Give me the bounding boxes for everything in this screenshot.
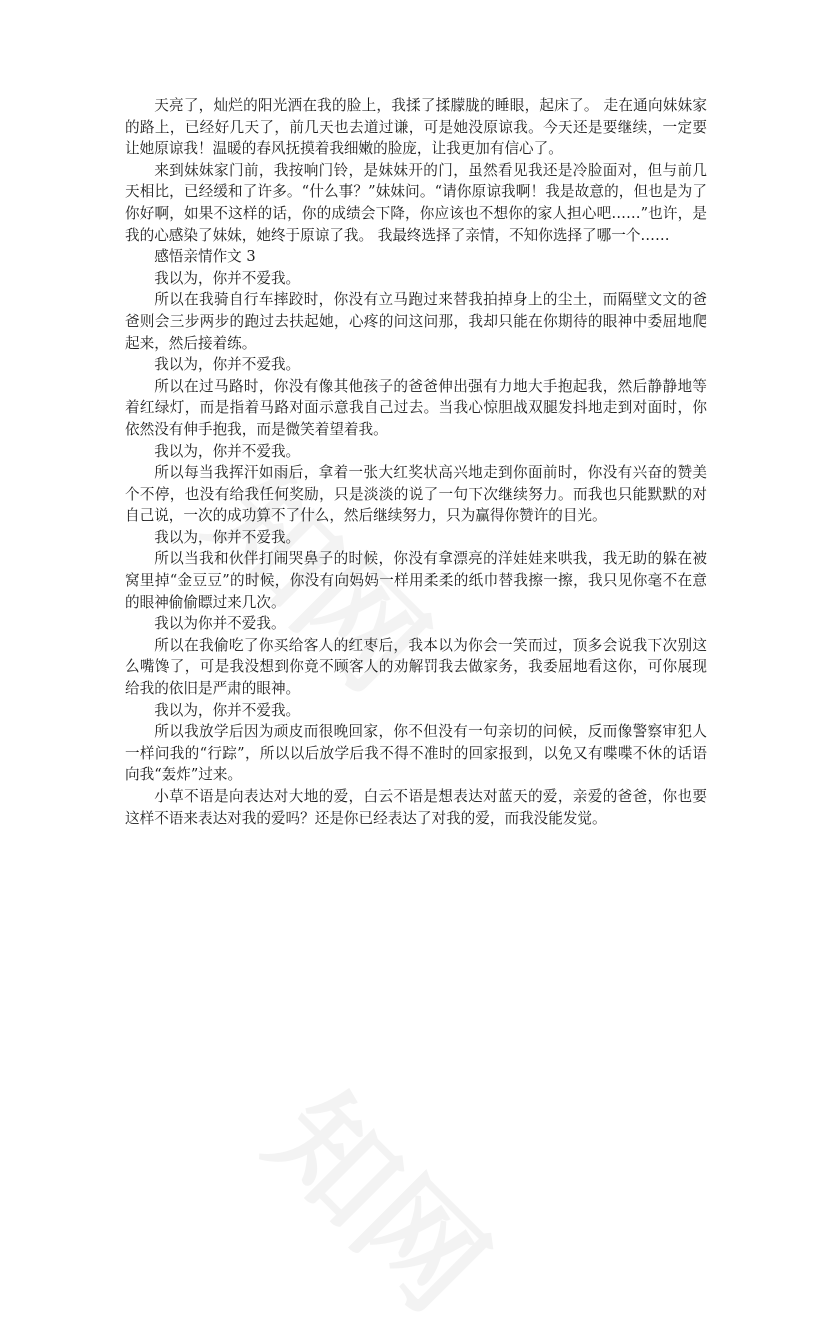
paragraph: 所以每当我挥汗如雨后，拿着一张大红奖状高兴地走到你面前时，你没有兴奋的赞美个不停，也没有给我任何奖励，只是淡淡的说了一句下次继续努力。而我也只能默默的对自己说，一次的成功算不了什么，然后继续努力，只为赢得你赞许的目光。 [125,464,707,525]
paragraph: 来到妹妹家门前，我按响门铃，是妹妹开的门，虽然看见我还是冷脸面对，但与前几天相比，已经缓和了许多。“什么事？”妹妹问。“请你原谅我啊！我是故意的，但也是为了你好啊，如果不这样的话，你的成绩会下降，你应该也不想你的家人担心吧……”也许，是我的心感染了妹妹，她终于原谅了我。 我最终选择了亲情，不知你选择了哪一个…… [125,161,707,244]
section-heading: 感悟亲情作文 3 [154,248,256,266]
paragraph: 我以为，你并不爱我。 [154,701,301,719]
paragraph: 所以在过马路时，你没有像其他孩子的爸爸伸出强有力地大手抱起我，然后静静地等着红绿灯，而是指着马路对面示意我自己过去。当我心惊胆战双腿发抖地走到对面时，你依然没有伸手抱我，而是微笑着望着我。 [125,377,707,438]
watermark [238,1050,529,1341]
paragraph: 我以为你并不爱我。 [154,615,286,633]
paragraph: 所以当我和伙伴打闹哭鼻子的时候，你没有拿漂亮的洋娃娃来哄我，我无助的躲在被窝里掉“金豆豆”的时候，你没有向妈妈一样用柔柔的纸巾替我擦一擦，我只见你毫不在意的眼神偷偷瞟过来几次。 [125,550,707,611]
paragraph: 所以在我骑自行车摔跤时，你没有立马跑过来替我拍掉身上的尘土，而隔壁文文的爸爸则会三步两步的跑过去扶起她，心疼的问这问那，我却只能在你期待的眼神中委屈地爬起来，然后接着练。 [125,291,707,352]
paragraph: 我以为，你并不爱我。 [154,356,301,374]
paragraph: 我以为，你并不爱我。 [154,269,301,287]
paragraph: 所以在我偷吃了你买给客人的红枣后，我本以为你会一笑而过，顶多会说我下次别这么嘴馋了，可是我没想到你竟不顾客人的劝解罚我去做家务，我委屈地看这你，可你展现给我的依旧是严肃的眼神。 [125,636,707,698]
paragraph: 小草不语是向表达对大地的爱，白云不语是想表达对蓝天的爱，亲爱的爸爸，你也要这样不语来表达对我的爱吗？还是你已经表达了对我的爱，而我没能发觉。 [125,788,707,827]
document-body [125,95,707,829]
paragraph: 我以为，你并不爱我。 [154,442,301,460]
paragraph: 我以为，你并不爱我。 [154,528,301,546]
paragraph: 所以我放学后因为顽皮而很晚回家，你不但没有一句亲切的问候，反而像警察审犯人一样问我的“行踪”，所以以后放学后我不得不准时的回家报到，以免又有喋喋不休的话语向我“轰炸”过来。 [125,723,707,784]
paragraph: 天亮了，灿烂的阳光洒在我的脸上，我揉了揉朦胧的睡眼，起床了。 走在通向妹妹家的路上，已经好几天了，前几天也去道过谦，可是她没原谅我。今天还是要继续，一定要让她原谅我！温暖的春风抚摸着我细嫩的脸庞，让我更加有信心了。 [125,97,707,158]
